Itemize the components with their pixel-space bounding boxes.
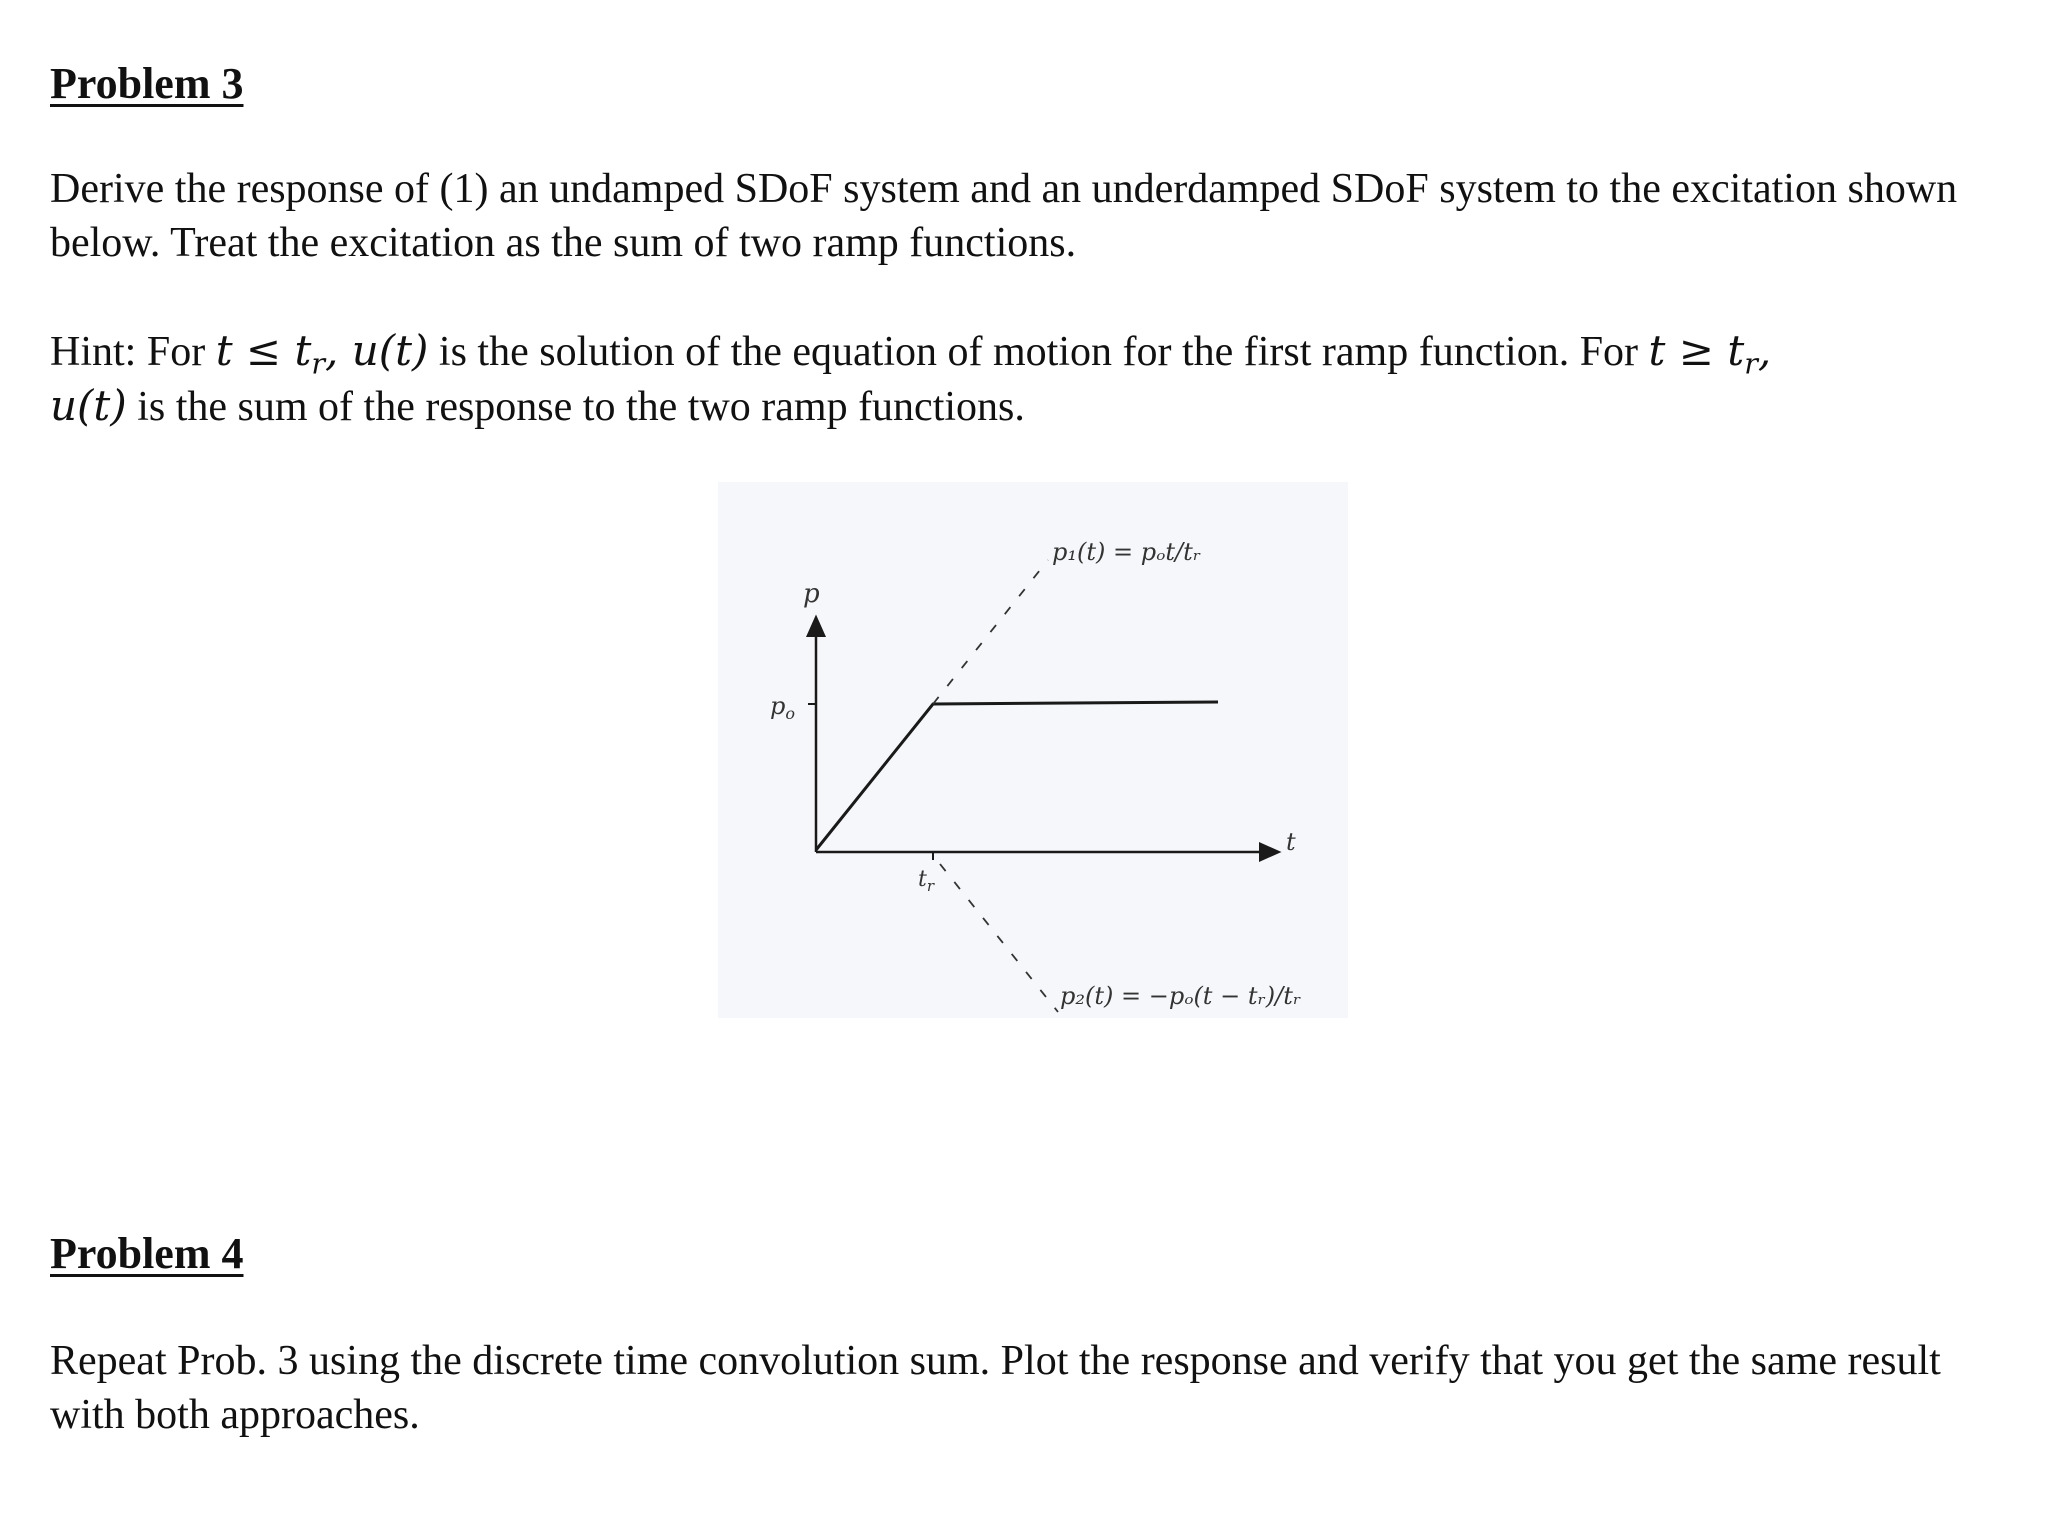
p0-label-main: p — [770, 692, 786, 720]
p0-label — [770, 692, 795, 723]
x-axis-label: t — [1286, 828, 1296, 856]
ramp-p1-dashed — [933, 560, 1048, 704]
excitation-figure — [718, 482, 1348, 1018]
problem-3-heading: Problem 3 — [50, 59, 244, 108]
tr-label-sub: r — [926, 877, 935, 895]
hint-text-3: is the sum of the response to the two ramp functions. — [126, 384, 1025, 430]
hint-math-3: t ≥ t — [1648, 326, 1745, 375]
hint-math-3-sub: r — [1744, 346, 1758, 381]
hint-math-5: u(t) — [50, 381, 127, 430]
p0-label-sub: o — [785, 704, 796, 723]
y-axis-label: p — [803, 579, 820, 609]
hint-math-t-ge-tr — [1648, 326, 1772, 381]
hint-math-2: , u(t) — [325, 326, 429, 375]
excitation-curve — [816, 702, 1218, 850]
hint-math-t-le-tr — [215, 326, 429, 381]
hint-math-1: t ≤ t — [215, 326, 312, 375]
problem-4-heading: Problem 4 — [50, 1229, 244, 1278]
p2-label: p₂(t) = −pₒ(t − tᵣ)/tᵣ — [1060, 982, 1302, 1010]
hint-math-4: , — [1757, 326, 1772, 375]
ramp-p2-dashed — [940, 864, 1058, 1012]
hint-math-1-sub: r — [311, 346, 325, 381]
tr-label-main: t — [918, 867, 927, 892]
tr-label — [918, 867, 935, 895]
excitation-diagram — [718, 482, 1348, 1018]
p1-label: p₁(t) = pₒt/tᵣ — [1052, 538, 1202, 566]
problem-4-statement: Repeat Prob. 3 using the discrete time convolution sum. Plot the response and verify that you get the same result with both approaches. — [50, 1338, 1941, 1438]
problem-3-statement: Derive the response of (1) an undamped SDoF system and an underdamped SDoF system to the excitation shown below. Treat the excitation as the sum of two ramp functions. — [50, 166, 1958, 266]
hint-text-1: Hint: For — [50, 329, 216, 375]
problem-3-hint — [50, 324, 2000, 434]
hint-text-2: is the solution of the equation of motion for the first ramp function. For — [428, 329, 1649, 375]
